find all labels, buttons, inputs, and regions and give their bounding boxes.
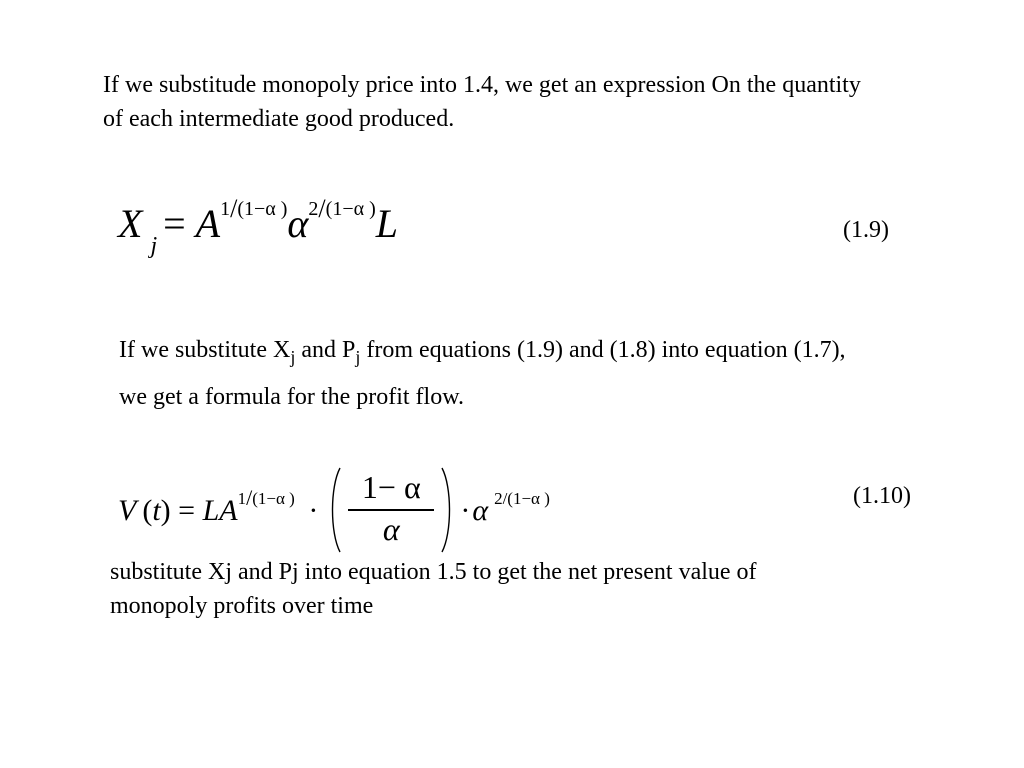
equation-1-9	[118, 194, 398, 270]
eq-symbol-alpha: α	[472, 493, 489, 527]
equation-1-10	[118, 470, 550, 550]
equation-label-1-9: (1.9)	[843, 217, 889, 243]
net-present-value-paragraph: substitute Xj and Pj into equation 1.5 to get the net present value of monopoly profits over time	[110, 559, 757, 619]
eq-paren-close: )	[160, 493, 171, 527]
eq-dot-1: ·	[308, 493, 319, 527]
eq-fraction-denominator: α	[382, 511, 400, 547]
right-paren-icon	[440, 467, 454, 553]
equation-label-1-10: (1.10)	[853, 483, 911, 509]
eq-symbol-x: X	[118, 201, 143, 246]
eq-dot-2: ·	[460, 493, 471, 527]
intro-paragraph: If we substitude monopoly price into 1.4, we get an expression On the quantity of each intermediate good produced.	[103, 72, 861, 132]
eq-equals: =	[163, 201, 186, 246]
eq-equals: =	[178, 493, 196, 527]
eq-fraction-numerator: 1− α	[361, 469, 421, 505]
eq-subscript-j: j	[150, 233, 158, 259]
eq-fraction-group	[328, 467, 454, 553]
eq-symbol-t: t	[152, 493, 161, 527]
eq-paren-open: (	[142, 493, 153, 527]
eq-symbol-a: A	[195, 201, 221, 246]
eq-exponent-2: 2/(1−α )	[494, 488, 550, 508]
eq-fraction	[344, 467, 438, 553]
profit-flow-paragraph: If we substitute $X_j$ and $P_j$ from equations (1.9) and (1.8) into equation (1.7), we get a formula for the profit flow.	[119, 337, 846, 410]
eq-symbol-l: L	[375, 201, 398, 246]
left-paren-icon	[328, 467, 342, 553]
eq-symbol-v: V	[118, 493, 137, 527]
eq-exponent-2: 2/(1−α )	[308, 194, 376, 223]
eq-exponent-1: 1/(1−α )	[237, 484, 295, 510]
eq-symbol-alpha: α	[287, 201, 309, 246]
eq-symbol-la: LA	[202, 493, 238, 527]
eq-exponent-1: 1/(1−α )	[220, 194, 288, 223]
